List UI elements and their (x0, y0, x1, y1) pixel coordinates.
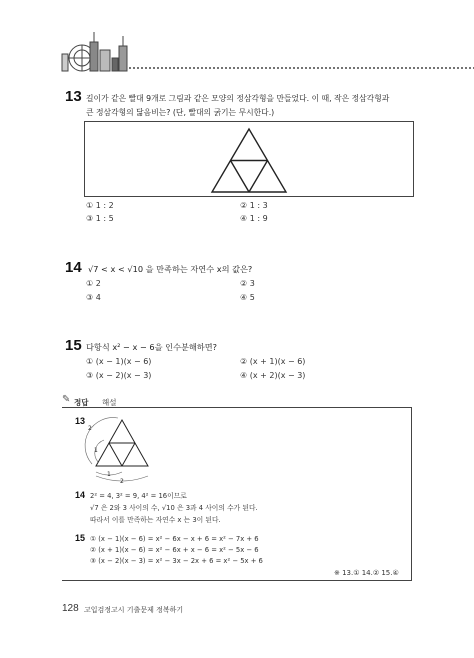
sol14-line3: 따라서 이를 만족하는 자연수 x 는 3이 된다. (90, 516, 221, 524)
sol13-number: 13 (75, 416, 86, 426)
q13-option-2[interactable]: ② 1 : 3 (240, 201, 268, 210)
answer-key: ※ 13.① 14.② 15.④ (334, 569, 399, 577)
q13-option-1[interactable]: ① 1 : 2 (86, 201, 114, 210)
answer-icon: ✎ (62, 394, 71, 405)
q14-option-2[interactable]: ② 3 (240, 279, 255, 288)
header-dotted-line (128, 67, 474, 69)
q13-option-4[interactable]: ④ 1 : 9 (240, 214, 268, 223)
q13-text-line2: 큰 정삼각형의 닮음비는? (단, 빨대의 굵기는 무시한다.) (86, 108, 275, 117)
answer-section-header (62, 394, 412, 408)
q14-option-1[interactable]: ① 2 (86, 279, 101, 288)
sol14-number: 14 (75, 490, 86, 500)
sol15-line3: ③ (x − 2)(x − 3) = x² − 3x − 2x + 6 = x² − 5x + 6 (90, 557, 263, 565)
q15-option-4[interactable]: ④ (x + 2)(x − 3) (240, 371, 306, 380)
sol14-line2: √7 은 2와 3 사이의 수, √10 은 3과 4 사이의 수가 된다. (90, 504, 258, 512)
q15-number: 15 (65, 337, 82, 354)
q13-number: 13 (65, 88, 82, 105)
book-title: 고입검정고시 기출문제 정복하기 (84, 606, 184, 614)
q14-text: √7 < x < √10 을 만족하는 자연수 x의 값은? (88, 264, 253, 274)
answer-section-vrule (411, 407, 412, 581)
q15-option-2[interactable]: ② (x + 1)(x − 6) (240, 357, 306, 366)
q14-option-4[interactable]: ④ 5 (240, 293, 255, 302)
q15-text: 다항식 x² − x − 6을 인수분해하면? (86, 342, 217, 352)
sol13-label-inner: 1 (94, 447, 98, 454)
q13-triangle-figure (85, 122, 413, 196)
q15-option-1[interactable]: ① (x − 1)(x − 6) (86, 357, 152, 366)
sol15-line1: ① (x − 1)(x − 6) = x² − 6x − x + 6 = x² − 7x + 6 (90, 535, 259, 543)
sol15-number: 15 (75, 533, 86, 543)
q13-text-line1: 길이가 같은 빨대 9개로 그림과 같은 모양의 정삼각형을 만들었다. 이 때, 작은 정삼각형과 (86, 94, 390, 103)
page-number: 128 (62, 603, 79, 614)
sol15-line2: ② (x + 1)(x − 6) = x² − 6x + x − 6 = x² − 5x − 6 (90, 546, 259, 554)
sol14-line1: 2² = 4, 3² = 9, 4² = 16이므로 (90, 492, 187, 500)
sol13-label-bottom-inner: 1 (107, 471, 111, 478)
answer-title-short: 정답 (74, 398, 89, 407)
header-illustration (56, 28, 134, 72)
answer-section-rule (62, 407, 412, 408)
q14-number: 14 (65, 259, 82, 276)
q13-figure-box (84, 121, 414, 197)
q15-option-3[interactable]: ③ (x − 2)(x − 3) (86, 371, 152, 380)
answer-key-rule (62, 580, 412, 581)
q13-option-3[interactable]: ③ 1 : 5 (86, 214, 114, 223)
sol13-label-bottom-outer: 2 (120, 478, 124, 485)
sol13-label-outer: 2 (88, 425, 92, 432)
q14-option-3[interactable]: ③ 4 (86, 293, 101, 302)
answer-title-rest: 해설 (102, 398, 117, 407)
